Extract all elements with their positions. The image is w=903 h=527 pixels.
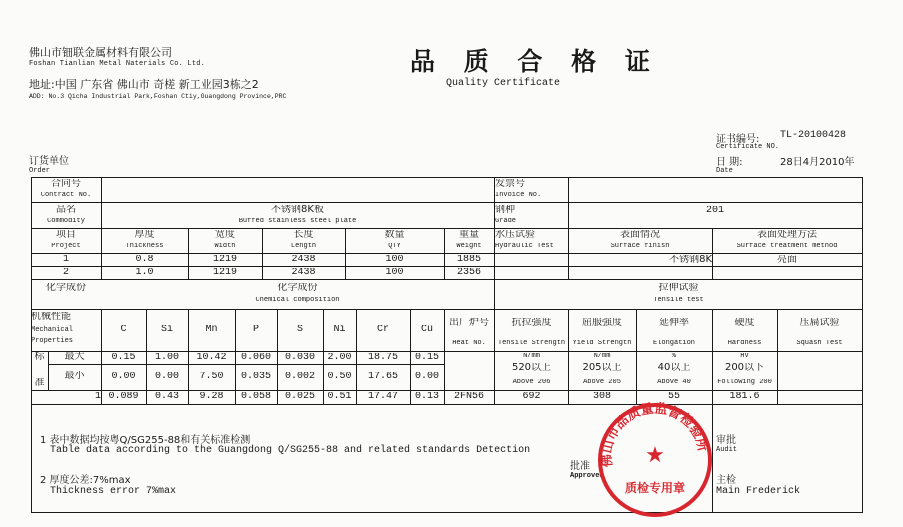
tensile-title: 拉伸试验 xyxy=(658,283,699,293)
squash-label-en: Squash Test xyxy=(796,340,843,347)
commodity-value: 不锈钢8K板 xyxy=(271,205,324,215)
row1-weight: 1885 xyxy=(456,255,481,265)
elongation-label-en: Elongation xyxy=(652,340,695,347)
cert-no-label-en: Certificate NO. xyxy=(716,143,780,151)
row2-width: 1219 xyxy=(212,268,237,278)
el-cu: Cu xyxy=(420,325,433,335)
approved-label-en: Approved xyxy=(570,472,604,480)
max-ni: 2.00 xyxy=(327,353,352,363)
row2-thickness: 1.0 xyxy=(135,268,154,278)
col-treatment-en: Surface treatment method xyxy=(736,243,838,250)
commodity-label: 品名 xyxy=(56,205,76,215)
grade-value: 201 xyxy=(705,206,724,216)
note-2-en: Thickness error 7%max xyxy=(50,486,177,497)
date-label: 日 期: xyxy=(716,157,743,168)
req-hard-en: Following 200 xyxy=(717,379,772,386)
date-label-en: Date xyxy=(716,167,733,175)
col-project-en: Project xyxy=(51,243,81,250)
col-surface: 表面情况 xyxy=(620,230,660,240)
cert-no-value: TL-20100428 xyxy=(780,130,847,141)
certificate-subtitle: Quality Certificate xyxy=(446,78,561,89)
min-ni: 0.50 xyxy=(327,372,352,382)
commodity-label-en: Commodity xyxy=(47,218,85,225)
surface-treatment-value: 亮面 xyxy=(777,255,797,265)
max-cr: 18.75 xyxy=(367,353,398,363)
elongation-label: 延伸率 xyxy=(659,318,689,328)
hardness-label-en: Hardness xyxy=(727,340,762,347)
el-c: C xyxy=(120,325,127,335)
el-p: P xyxy=(252,325,259,335)
req-hard: 200以下 xyxy=(724,363,765,373)
row2-weight: 2356 xyxy=(456,268,481,278)
req-elong: 40以上 xyxy=(657,363,691,373)
company-address-en: ADD: No.3 Qicha Industrial Park,Foshan Ctiy,Guangdong Province,PRC xyxy=(29,93,287,100)
col-surface-en: Surface finish xyxy=(610,243,670,250)
col-thickness-en: Thickness xyxy=(125,243,164,250)
col-weight-en: Weight xyxy=(456,243,482,250)
approved-label: 批准 xyxy=(570,461,590,472)
result-ni: 0.51 xyxy=(327,392,352,402)
el-si: Si xyxy=(160,325,173,335)
min-mn: 7.50 xyxy=(199,372,224,382)
req-tensile-unit: N/mm xyxy=(523,353,540,360)
result-si: 0.43 xyxy=(154,392,179,402)
date-value: 28日4月2010年 xyxy=(780,157,855,168)
el-mn: Mn xyxy=(205,325,218,335)
col-treatment: 表面处理方法 xyxy=(757,230,817,240)
note-1-en: Table data according to the Guangdong Q/SG255-88 and related standards Detection xyxy=(50,445,531,456)
certificate-title: 品 质 合 格 证 xyxy=(410,47,660,76)
commodity-value-en: Buffed stainless steel plate xyxy=(238,218,357,225)
min-si: 0.00 xyxy=(154,372,179,382)
result-tensile: 692 xyxy=(522,392,541,402)
el-cr: Cr xyxy=(376,325,389,335)
result-p: 0.058 xyxy=(240,392,271,402)
result-heat-no: 2FN56 xyxy=(453,392,484,402)
chem-title-en: Chemical composition xyxy=(255,297,340,304)
req-yield: 205以上 xyxy=(582,363,622,373)
min-s: 0.002 xyxy=(284,372,315,382)
company-address-cn: 地址:中国 广东省 佛山市 奇槎 新工业园3栋之2 xyxy=(29,78,259,91)
yield-label: 屈服强度 xyxy=(582,318,622,328)
col-weight: 重量 xyxy=(459,230,479,240)
chem-left-label: 化学成份 xyxy=(46,283,86,293)
col-thickness: 厚度 xyxy=(134,230,155,240)
min-label: 最小 xyxy=(64,371,85,381)
result-cu: 0.13 xyxy=(414,392,439,402)
result-s: 0.025 xyxy=(284,392,315,402)
req-yield-en: Above 205 xyxy=(583,379,621,386)
main-label-en: Main Frederick xyxy=(716,486,801,497)
cert-no-label: 证书编号: xyxy=(716,134,760,145)
result-c: 0.089 xyxy=(108,392,139,402)
standard-label-b: 准 xyxy=(34,378,45,388)
company-name-cn: 佛山市钿联金属材料有限公司 xyxy=(29,46,172,59)
row1-length: 2438 xyxy=(291,255,316,265)
chem-title: 化学成份 xyxy=(277,283,318,293)
result-mn: 9.28 xyxy=(199,392,224,402)
audit-label: 审批 xyxy=(716,435,736,446)
max-s: 0.030 xyxy=(284,353,315,363)
svg-text:质检专用章: 质检专用章 xyxy=(624,481,686,495)
note-2: 2 厚度公差:7%max xyxy=(40,475,131,486)
svg-text:★: ★ xyxy=(645,443,665,468)
min-p: 0.035 xyxy=(240,372,271,382)
max-cu: 0.15 xyxy=(414,353,439,363)
tensile-strength-label: 抗拉强度 xyxy=(511,318,552,328)
col-hydraulic-en: Hydraulic Test xyxy=(495,243,554,250)
row1-qty: 100 xyxy=(385,255,404,265)
max-p: 0.060 xyxy=(240,353,271,363)
squash-label: 压扁试验 xyxy=(799,318,840,328)
req-yield-unit: N/mm xyxy=(593,353,611,360)
row1-width: 1219 xyxy=(212,255,237,265)
min-cu: 0.00 xyxy=(414,372,439,382)
max-label: 最大 xyxy=(64,352,85,362)
grade-label-en: Grade xyxy=(495,218,517,225)
invoice-label: 发票号 xyxy=(495,179,525,189)
mech-label: 机械性能 xyxy=(31,312,71,322)
audit-label-en: Audit xyxy=(716,446,738,454)
row1-thickness: 0.8 xyxy=(135,255,154,265)
yield-label-en: Yield Strength xyxy=(572,340,632,347)
order-label: 订货单位 xyxy=(29,156,69,167)
req-elong-unit: % xyxy=(671,353,677,360)
req-tensile-en: Above 206 xyxy=(512,379,551,386)
invoice-label-en: Invoice No. xyxy=(495,192,542,199)
col-project: 项目 xyxy=(56,230,76,240)
col-length-en: Length xyxy=(290,243,317,250)
heat-label-en: Heat No. xyxy=(452,340,486,347)
svg-text:佛山市品质量监督检验所: 佛山市品质量监督检验所 xyxy=(599,401,710,468)
main-label: 主检 xyxy=(716,475,736,486)
company-name-en: Foshan Tianlian Metal Naterials Co. Ltd. xyxy=(29,60,206,68)
contract-label-en: Contract No. xyxy=(40,192,92,199)
col-width: 宽度 xyxy=(215,230,235,240)
el-s: S xyxy=(296,325,303,335)
col-width-en: Width xyxy=(214,243,236,250)
col-hydraulic: 水压试验 xyxy=(495,230,535,240)
order-label-en: Order xyxy=(29,167,51,175)
result-elong: 55 xyxy=(667,392,680,402)
req-hard-unit: HV xyxy=(740,353,749,360)
row1-no: 1 xyxy=(62,255,69,265)
col-length: 长度 xyxy=(293,230,314,240)
req-tensile: 520以上 xyxy=(511,363,552,373)
mech-label-en: Mechanical Properties xyxy=(31,326,74,346)
max-si: 1.00 xyxy=(154,353,179,363)
req-elong-en: Above 40 xyxy=(657,379,691,386)
el-ni: Ni xyxy=(333,325,346,335)
col-qty: 数量 xyxy=(384,230,405,240)
result-hard: 181.6 xyxy=(729,392,760,402)
min-c: 0.00 xyxy=(111,372,136,382)
inspection-stamp xyxy=(595,400,715,520)
row2-length: 2438 xyxy=(291,268,316,278)
grade-label: 钢种 xyxy=(495,205,515,215)
standard-label-a: 标 xyxy=(34,352,45,362)
col-qty-en: QTY xyxy=(388,243,401,250)
row2-qty: 100 xyxy=(385,268,404,278)
row2-no: 2 xyxy=(62,268,69,278)
note-1: 1 表中数据均按粤Q/SG255-88和有关标准检测 xyxy=(40,435,251,446)
tensile-strength-label-en: Tensile Strength xyxy=(497,340,566,347)
min-cr: 17.65 xyxy=(367,372,398,382)
max-c: 0.15 xyxy=(111,353,136,363)
result-cr: 17.47 xyxy=(367,392,398,402)
result-yield: 308 xyxy=(592,392,611,402)
contract-label: 合同号 xyxy=(51,179,81,189)
max-mn: 10.42 xyxy=(196,353,227,363)
heat-label: 出厂炉号 xyxy=(449,318,489,328)
surface-finish-value: 不锈钢8K xyxy=(669,255,712,265)
hardness-label: 硬度 xyxy=(734,318,755,328)
result-no: 1 xyxy=(94,392,101,402)
tensile-title-en: Tensile test xyxy=(653,297,704,304)
